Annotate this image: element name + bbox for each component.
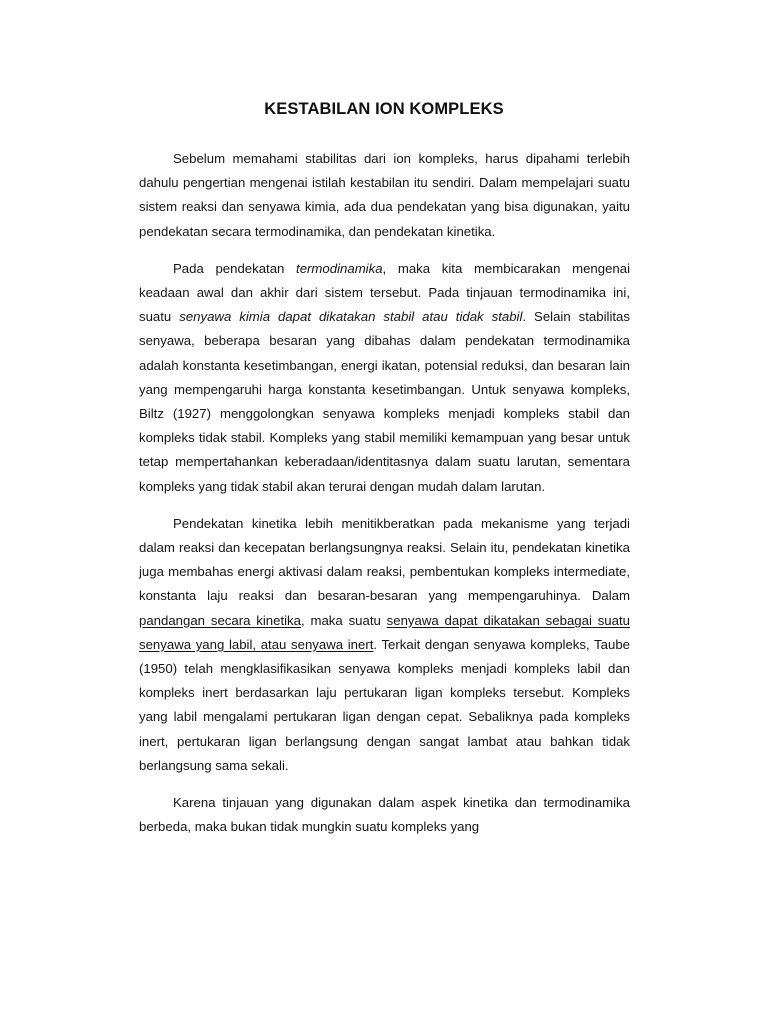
underlined-phrase: pandangan secara kinetika	[139, 612, 301, 628]
italic-phrase: senyawa kimia dapat dikatakan stabil atau tidak stabil	[179, 309, 523, 325]
paragraph-intro	[139, 147, 630, 244]
paragraph-text: , maka suatu	[300, 612, 387, 628]
paragraph-text: Pada pendekatan	[173, 260, 297, 276]
paragraph-conclusion	[139, 791, 630, 839]
paragraph-text: . Selain stabilitas senyawa, beberapa besaran yang dibahas dalam pendekatan termodinamika adalah konstanta kesetimbangan, energi ikatan, potensial reduksi, dan besaran lain yang mempengaruhi harga konstanta kesetimbangan. Untuk senyawa kompleks, Biltz (1927) menggolongkan senyawa kompleks menjadi kompleks stabil dan kompleks tidak stabil. Kompleks yang stabil memiliki kemampuan yang besar untuk tetap mempertahankan keberadaan/identitasnya dalam suatu larutan, sementara kompleks yang tidak stabil akan terurai dengan mudah dalam larutan.	[139, 309, 630, 494]
underlined-phrase: senyawa dapat dikatakan sebagai suatu senyawa yang labil, atau senyawa inert	[139, 612, 630, 652]
document-body	[139, 147, 630, 852]
italic-term: termodinamika	[296, 260, 383, 276]
paragraph-text: , maka kita membicarakan mengenai keadaan awal dan akhir dari sistem tersebut. Pada tinjauan termodinamika ini, suatu	[139, 260, 630, 325]
paragraph-text: Pendekatan kinetika lebih menitikberatkan pada mekanisme yang terjadi dalam reaksi dan kecepatan berlangsungnya reaksi. Selain itu, pendekatan kinetika juga membahas energi aktivasi dalam reaksi, pembentukan kompleks intermediate, konstanta laju reaksi dan besaran-besaran yang mempengaruhinya. Dalam	[139, 515, 630, 604]
paragraph-text: Sebelum memahami stabilitas dari ion kompleks, harus dipahami terlebih dahulu pengertian mengenai istilah kestabilan itu sendiri. Dalam mempelajari suatu sistem reaksi dan senyawa kimia, ada dua pendekatan yang bisa digunakan, yaitu pendekatan secara termodinamika, dan pendekatan kinetika.	[139, 151, 630, 239]
paragraph-kinetics	[139, 512, 630, 778]
paragraph-text: . Terkait dengan senyawa kompleks, Taube (1950) telah mengklasifikasikan senyawa kompleks menjadi kompleks labil dan kompleks inert berdasarkan laju pertukaran ligan kompleks tersebut. Kompleks yang labil mengalami pertukaran ligan dengan cepat. Sebaliknya pada kompleks inert, pertukaran ligan berlangsung dengan sangat lambat atau bahkan tidak berlangsung sama sekali.	[139, 636, 630, 773]
paragraph-thermodynamics	[139, 257, 630, 499]
paragraph-text: Karena tinjauan yang digunakan dalam aspek kinetika dan termodinamika berbeda, maka bukan tidak mungkin suatu kompleks yang	[139, 795, 630, 835]
document-title: KESTABILAN ION KOMPLEKS	[264, 100, 504, 118]
